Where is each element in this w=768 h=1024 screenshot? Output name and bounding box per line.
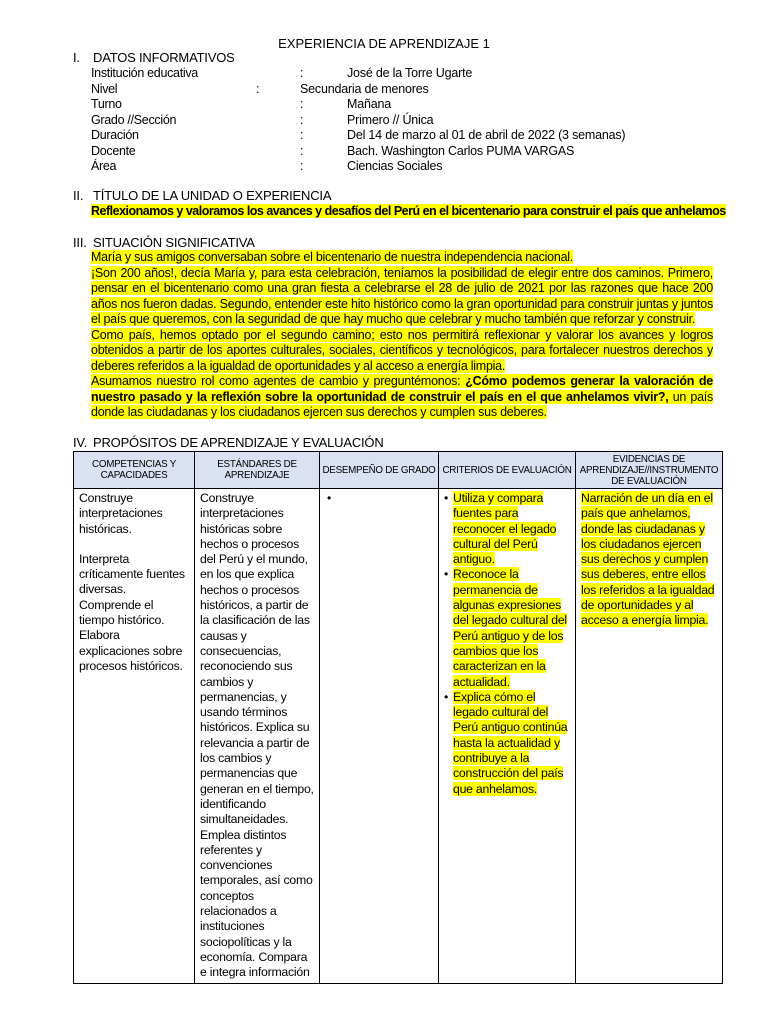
section-title: DATOS INFORMATIVOS [93,50,235,65]
info-label: Duración [91,128,139,142]
info-colon: : [300,144,304,158]
info-value: Mañana [347,97,391,111]
capacidad-item: Interpreta críticamente fuentes diversas. [79,551,185,597]
capacidad-item: Comprende el tiempo histórico. [79,597,165,628]
header-desempeno: DESEMPEÑO DE GRADO [320,452,439,489]
section-number: III. [73,235,87,250]
header-competencias: COMPETENCIAS Y CAPACIDADES [74,452,195,489]
unit-title-text: Reflexionamos y valoramos los avances y desafíos del Perú en el bicentenario para construir el país que anhelamos [91,204,726,218]
info-value: Del 14 de marzo al 01 de abril de 2022 (3 semanas) [347,128,626,142]
unit-title [91,204,726,218]
header-evidencias: EVIDENCIAS DE APRENDIZAJE//INSTRUMENTO DE EVALUACIÓN [576,452,723,489]
info-colon: : [300,159,304,173]
criterios-list [444,491,571,797]
criterio-text: Explica cómo el legado cultural del Perú antiguo continúa hasta la actualidad y contribuye a la construcción del país que anhelamos. [453,689,568,796]
situation-paragraph-2 [91,266,713,328]
cell-desempeno [320,489,439,984]
situation-text [91,250,713,421]
cell-evidencias [576,489,723,984]
info-value: Secundaria de menores [300,82,429,96]
criterio-text: Utiliza y compara fuentes para reconocer el legado cultural del Perú antiguo. [453,491,557,567]
situation-p3-text: Como país, hemos optado por el segundo camino; esto nos permitirá reflexionar y valorar los avances y logros obtenidos a partir de los aportes culturales, sociales, científicos y tecnológicos, para fortalecer nuestros derechos y deberes referidos a la igualdad de oportunidades y al acceso a energía limpia. [91,327,713,373]
cell-criterios [439,489,576,984]
situation-p2-text: ¡Son 200 años!, decía María y, para esta celebración, teníamos la posibilidad de elegir entre dos caminos. Primero, pensar en el bicentenario como una gran fiesta a celebrarse el 28 de julio de 2021 por las razones que hace 200 años nos fueron dadas. Segundo, entender este hito histórico como la gran oportunidad para construir juntas y juntos el país que queremos, con la seguridad de que hay mucho que celebrar y mucho también que reforzar y construir. [91,265,713,326]
section-number: II. [73,188,84,203]
list-item [444,567,571,689]
section-datos-heading [73,50,235,65]
info-label: Turno [91,97,122,111]
info-value: Ciencias Sociales [347,159,443,173]
table-row [74,489,723,984]
situation-question: ¿Cómo podemos generar la valoración de nuestro pasado y la reflexión sobre la oportunidad de construir el país en el que anhelamos vivir?, [91,374,713,404]
criterio-text: Reconoce la permanencia de algunas expresiones del legado cultural del Perú antiguo y de los cambios que los caracterizan en la actualidad. [453,567,567,689]
info-colon: : [300,97,304,111]
section-title: SITUACIÓN SIGNIFICATIVA [93,235,255,250]
list-item [444,491,571,567]
section-number: IV. [73,435,88,450]
evidencia-text: Narración de un día en el país que anhelamos, donde las ciudadanas y los ciudadanos ejercen sus derechos y cumplen sus deberes, entre ellos los referidos a la igualdad de oportunidades y al acceso a energía limpia. [581,491,715,628]
section-title: TÍTULO DE LA UNIDAD O EXPERIENCIA [93,188,332,203]
situation-paragraph-3 [91,328,713,375]
desempeno-bullet: • [327,491,331,505]
estandar-text: Construye interpretaciones históricas sobre hechos o procesos del Perú y el mundo, en los que explica hechos o procesos históricos, a partir de la clasificación de las causas y consecuencias, reconociendo sus cambios y permanencias, y usando términos históricos. Explica su relevancia a partir de los cambios y permanencias que generan en el tiempo, identificando simultaneidades. Emplea distintos referentes y convenciones temporales, así como conceptos relacionados a instituciones sociopolíticas y la economía. Compara e integra información [200,491,314,980]
purposes-table [73,451,723,984]
info-value: Primero // Única [347,113,434,127]
header-criterios: CRITERIOS DE EVALUACIÓN [439,452,576,489]
section-number: I. [73,50,80,65]
cell-competencias [74,489,195,984]
table-header-row [74,452,723,489]
info-colon: : [300,128,304,142]
header-estandares: ESTÁNDARES DE APRENDIZAJE [195,452,320,489]
info-label: Área [91,159,117,173]
info-label: Docente [91,144,136,158]
info-label: Institución educativa [91,66,198,80]
info-value: Bach. Washington Carlos PUMA VARGAS [347,144,575,158]
document-title: EXPERIENCIA DE APRENDIZAJE 1 [278,36,490,51]
info-label: Grado //Sección [91,113,177,127]
info-colon: : [256,82,260,96]
info-value: José de la Torre Ugarte [347,66,473,80]
section-titulo-heading [73,188,331,203]
situation-p4-end: un país donde las ciudadanas y los ciudadanos ejercen sus derechos y cumplen sus deberes. [91,389,713,419]
competencia-item: Construye interpretaciones históricas. [79,491,163,536]
cell-estandares [195,489,320,984]
situation-p4-start: Asumamos nuestro rol como agentes de cambio y preguntémonos: [91,374,466,388]
info-label: Nivel [91,82,118,96]
situation-p1-text: María y sus amigos conversaban sobre el bicentenario de nuestra independencia nacional. [91,250,574,264]
situation-paragraph-4 [91,374,713,421]
section-propositos-heading [73,435,384,450]
info-colon: : [300,66,304,80]
section-title: PROPÓSITOS DE APRENDIZAJE Y EVALUACIÓN [93,435,384,450]
section-situacion-heading [73,235,255,250]
capacidad-item: Elabora explicaciones sobre procesos históricos. [79,628,183,673]
info-colon: : [300,113,304,127]
situation-paragraph-1 [91,250,713,266]
list-item [444,690,571,797]
